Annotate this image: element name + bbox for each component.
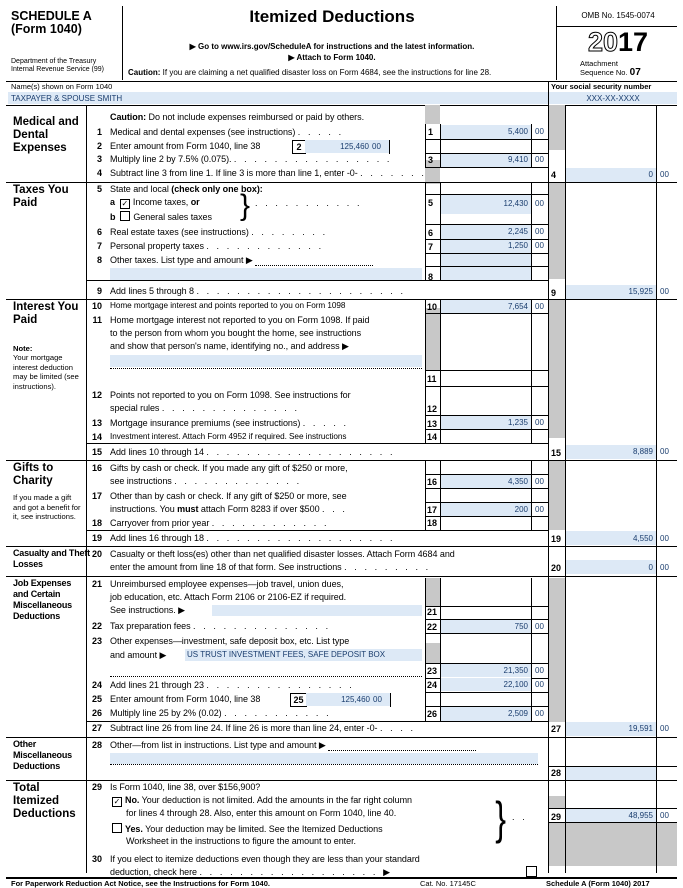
line-8-number: 8 [96, 255, 102, 265]
line-29-cents[interactable]: 00 [660, 811, 669, 820]
line-13-cents[interactable]: 00 [535, 418, 544, 427]
line-23-text-b: and amount ▶ [110, 650, 167, 660]
line-10-amount[interactable]: 7,654 [507, 302, 528, 311]
line-19-box: 19 [551, 534, 562, 544]
line-3-box: 3 [428, 155, 434, 165]
line-16-cents[interactable]: 00 [535, 477, 544, 486]
line-27-number: 27 [91, 723, 102, 733]
line-11-number: 11 [92, 315, 102, 325]
line-22-amount[interactable]: 750 [514, 622, 528, 631]
line-3-amount[interactable]: 9,410 [507, 155, 528, 164]
line-30-number: 30 [91, 854, 102, 864]
line-11-box: 11 [427, 374, 437, 384]
line-26-amount[interactable]: 2,509 [507, 709, 528, 718]
line-4-number: 4 [96, 168, 102, 178]
line-9-cents[interactable]: 00 [660, 287, 669, 296]
line-10-box: 10 [427, 302, 438, 312]
line-29-number: 29 [91, 782, 102, 792]
line-17-text-a: Other than by cash or check. If any gift of $250 or more, see [110, 491, 347, 501]
line-21-box: 21 [427, 607, 438, 617]
line-25-amount[interactable]: 125,460 [341, 695, 370, 704]
line-23-description[interactable]: US TRUST INVESTMENT FEES, SAFE DEPOSIT BOX [187, 650, 386, 659]
section-casualty: Casualty and Theft Losses [13, 548, 90, 569]
section-total: Total Itemized Deductions [13, 782, 76, 820]
line-16-text-a: Gifts by cash or check. If you made any gift of $250 or more, [110, 463, 348, 473]
line-17-number: 17 [91, 491, 102, 501]
line-20-number: 20 [91, 549, 102, 559]
form-title: Itemized Deductions [249, 7, 415, 26]
line-27-cents[interactable]: 00 [660, 724, 669, 733]
line-1-amount[interactable]: 5,400 [507, 127, 528, 136]
line-13-box: 13 [427, 419, 438, 429]
line-6-number: 6 [96, 227, 102, 237]
line-23-number: 23 [91, 636, 102, 646]
line-26-number: 26 [91, 708, 102, 718]
line-28-number: 28 [91, 740, 102, 750]
line-18-box: 18 [427, 518, 438, 528]
section-medical: Medical and Dental Expenses [13, 116, 79, 154]
line-22-box: 22 [427, 622, 438, 632]
line-29-box: 29 [551, 812, 562, 822]
line-9-amount[interactable]: 15,925 [628, 287, 653, 296]
line-4-box: 4 [551, 170, 557, 180]
attachment-label: Attachment [580, 59, 618, 68]
line-24-box: 24 [427, 680, 438, 690]
line-20-amount[interactable]: 0 [648, 563, 653, 572]
line-15-amount[interactable]: 8,889 [632, 447, 653, 456]
line-16-number: 16 [91, 463, 102, 473]
line-18-text: Carryover from prior year . . . . . . . . . . . . [110, 518, 330, 528]
line-29-amount[interactable]: 48,955 [628, 811, 653, 820]
line-20-box: 20 [551, 563, 562, 573]
line-17-box: 17 [427, 505, 438, 515]
section-job-expenses: Job Expenses and Certain Miscellaneous Deductions [13, 578, 72, 621]
section-taxes: Taxes You Paid [13, 184, 69, 209]
section-interest: Interest You Paid [13, 301, 79, 326]
line-14-box: 14 [427, 432, 438, 442]
line-29-text: Is Form 1040, line 38, over $156,900? [110, 782, 261, 792]
line-1-cents[interactable]: 00 [535, 127, 544, 136]
line-2-box: 2 [292, 140, 306, 154]
line-20-text-a: Casualty or theft loss(es) other than net qualified disaster losses. Attach Form 4684 and [110, 549, 455, 559]
line-21-number: 21 [91, 579, 102, 589]
line-10-text: Home mortgage interest and points reported to you on Form 1098 [110, 301, 346, 310]
line-4-amount[interactable]: 0 [648, 170, 653, 179]
line-14-number: 14 [91, 432, 102, 442]
line-17-text-b: instructions. You must attach Form 8283 if over $500 . . . [110, 504, 348, 514]
line-16-amount[interactable]: 4,350 [507, 477, 528, 486]
line-19-number: 19 [91, 533, 102, 543]
line-7-amount[interactable]: 1,250 [507, 241, 528, 250]
line-23-box: 23 [427, 666, 438, 676]
caution-header: Caution: If you are claiming a net qualified disaster loss on Form 4684, see the instructions for line 28. [128, 68, 492, 77]
line-27-amount[interactable]: 19,591 [628, 724, 653, 733]
line-11-text-a: Home mortgage interest not reported to you on Form 1098. If paid [110, 315, 370, 325]
line-1-number: 1 [96, 127, 102, 137]
line-30-text-a: If you elect to itemize deductions even though they are less than your standard [110, 854, 420, 864]
form-label: (Form 1040) [11, 22, 82, 36]
line-24-number: 24 [91, 680, 102, 690]
line-24-text: Add lines 21 through 23 . . . . . . . . . . . . . . . [110, 680, 355, 690]
standard-deduction-checkbox[interactable] [526, 866, 537, 877]
line-16-box: 16 [427, 477, 438, 487]
irs-label: Internal Revenue Service (99) [11, 66, 104, 73]
line-15-box: 15 [551, 448, 562, 458]
line-18-number: 18 [91, 518, 102, 528]
line-23-amount[interactable]: 21,350 [503, 666, 528, 675]
line-17-amount[interactable]: 200 [514, 505, 528, 514]
line-16-text-b: see instructions . . . . . . . . . . . . . [110, 476, 302, 486]
line-5-amount[interactable]: 12,430 [503, 199, 528, 208]
no-checkbox[interactable]: ✓ [113, 797, 121, 806]
line-19-text: Add lines 16 through 18 . . . . . . . . . . . . . . . . . . . [110, 533, 396, 543]
line-26-cents[interactable]: 00 [535, 709, 544, 718]
line-26-text: Multiply line 25 by 2% (0.02) . . . . . . . . . . . [110, 708, 332, 718]
line-3-number: 3 [96, 154, 102, 164]
line-9-number: 9 [96, 286, 102, 296]
line-20-text-b: enter the amount from line 18 of that form. See instructions . . . . . . . . . [110, 562, 431, 572]
line-5-cents[interactable]: 00 [535, 199, 544, 208]
line-6-text: Real estate taxes (see instructions) . . . . . . . . [110, 227, 328, 237]
line-5a-option[interactable]: a ✓ Income taxes, or [110, 197, 200, 208]
line-7-text: Personal property taxes . . . . . . . . . . . . [110, 241, 324, 251]
line-25-text: Enter amount from Form 1040, line 38 [110, 694, 261, 704]
line-8-text: Other taxes. List type and amount ▶ [110, 255, 373, 266]
gifts-note: If you made a gift and got a benefit for it, see instructions. [13, 493, 81, 522]
line-5-box: 5 [428, 198, 434, 208]
line-28-box: 28 [551, 768, 562, 778]
line-14-text: Investment interest. Attach Form 4952 if required. See instructions [110, 432, 347, 441]
line-28-text: Other—from list in instructions. List type and amount ▶ [110, 740, 476, 751]
line-10-cents[interactable]: 00 [535, 302, 544, 311]
line-27-text: Subtract line 26 from line 24. If line 26 is more than line 24, enter -0- . . . . [110, 723, 416, 733]
footer-cat-no: Cat. No. 17145C [420, 879, 476, 888]
line-23-cents[interactable]: 00 [535, 666, 544, 675]
line-29-no-option[interactable]: ✓ No. Your deduction is not limited. Add the amounts in the far right column [113, 795, 412, 806]
line-6-amount[interactable]: 2,245 [507, 227, 528, 236]
line-13-number: 13 [91, 418, 102, 428]
interest-note-label: Note: [13, 344, 33, 353]
section-other: Other Miscellaneous Deductions [13, 739, 72, 771]
line-5b-option[interactable]: b General sales taxes [110, 212, 212, 222]
line-11-text-c: and show that person's name, identifying no., and address ▶ [110, 341, 349, 351]
line-3-cents[interactable]: 00 [535, 155, 544, 164]
line-2-amount[interactable]: 125,460 [340, 142, 369, 151]
line-9-box: 9 [551, 288, 557, 298]
line-20-cents[interactable]: 00 [660, 563, 669, 572]
line-29-no-text-b: for lines 4 through 28. Also, enter this amount on Form 1040, line 40. [126, 808, 397, 818]
line-12-text-a: Points not reported to you on Form 1098. See instructions for [110, 390, 351, 400]
line-29-yes-option[interactable]: Yes. Your deduction may be limited. See the Itemized Deductions [112, 823, 383, 834]
line-27-box: 27 [551, 724, 562, 734]
line-30-text-b: deduction, check here . . . . . . . . . . . . . . . . . . ▶ [110, 867, 393, 877]
line-24-amount[interactable]: 22,100 [503, 680, 528, 689]
line-6-box: 6 [428, 228, 434, 238]
line-23-text-a: Other expenses—investment, safe deposit box, etc. List type [110, 636, 350, 646]
section-gifts: Gifts to Charity [13, 462, 54, 487]
interest-note: Your mortgage interest deduction may be limited (see instructions). [13, 353, 79, 391]
line-2-number: 2 [96, 141, 102, 151]
omb-number: OMB No. 1545-0074 [581, 11, 655, 20]
income-tax-checkbox[interactable]: ✓ [121, 199, 129, 208]
line-29-yes-text-b: Worksheet in the instructions to figure the amount to enter. [126, 836, 356, 846]
line-22-text: Tax preparation fees . . . . . . . . . . . . . . [110, 621, 331, 631]
line-1-text: Medical and dental expenses (see instructions) . . . . . [110, 127, 344, 137]
line-25-number: 25 [91, 694, 102, 704]
line-3-text: Multiply line 2 by 7.5% (0.075). . . . . . . . . . . . . . . . . [110, 154, 393, 164]
schedule-label: SCHEDULE A [11, 9, 92, 23]
line-21-text-c: See instructions. ▶ [110, 605, 186, 615]
ssn-value[interactable]: XXX-XX-XXXX [586, 94, 640, 103]
line-2-text: Enter amount from Form 1040, line 38 [110, 141, 261, 151]
line-25-box: 25 [290, 693, 307, 707]
footer-paperwork: For Paperwork Reduction Act Notice, see the Instructions for Form 1040. [11, 879, 270, 888]
line-6-cents[interactable]: 00 [535, 227, 544, 236]
line-4-text: Subtract line 3 from line 1. If line 3 is more than line 1, enter -0- . . . . . . . [110, 168, 427, 178]
sales-tax-checkbox[interactable] [120, 211, 130, 221]
sequence-label: Sequence No. 07 [580, 67, 641, 78]
line-13-text: Mortgage insurance premiums (see instructions) . . . . . [110, 418, 349, 428]
line-11-text-b: to the person from whom you bought the home, see instructions [110, 328, 362, 338]
line-24-cents[interactable]: 00 [535, 680, 544, 689]
line-19-amount[interactable]: 4,550 [632, 534, 653, 543]
attach-instruction: ▶ Attach to Form 1040. [288, 53, 376, 62]
goto-instruction: ▶ Go to www.irs.gov/ScheduleA for instructions and the latest information. [189, 42, 475, 51]
line-2-cents[interactable]: 00 [372, 142, 381, 151]
line-5-text: State and local (check only one box): [110, 184, 263, 194]
line-4-cents[interactable]: 00 [660, 170, 669, 179]
line-8-box: 8 [428, 272, 434, 282]
line-10-number: 10 [91, 301, 102, 311]
line-12-number: 12 [91, 390, 102, 400]
line-25-cents[interactable]: 00 [373, 695, 382, 704]
line-22-number: 22 [91, 621, 102, 631]
line-15-text: Add lines 10 through 14 . . . . . . . . . . . . . . . . . . . [110, 447, 396, 457]
line-19-cents[interactable]: 00 [660, 534, 669, 543]
medical-caution: Caution: Do not include expenses reimbursed or paid by others. [110, 112, 365, 122]
line-9-text: Add lines 5 through 8 . . . . . . . . . . . . . . . . . . . . . [110, 286, 406, 296]
line-1-box: 1 [428, 127, 434, 137]
line-12-text-b: special rules . . . . . . . . . . . . . . [110, 403, 300, 413]
line-17-cents[interactable]: 00 [535, 505, 544, 514]
footer-form: Schedule A (Form 1040) 2017 [546, 879, 650, 888]
line-13-amount[interactable]: 1,235 [507, 418, 528, 427]
line-21-text-a: Unreimbursed employee expenses—job travel, union dues, [110, 579, 344, 589]
brace-icon: } [240, 189, 251, 222]
line-22-cents[interactable]: 00 [535, 622, 544, 631]
department-label: Department of the Treasury [11, 58, 97, 65]
line-15-number: 15 [91, 447, 102, 457]
line-5-number: 5 [96, 184, 102, 194]
line-21-text-b: job education, etc. Attach Form 2106 or 2106-EZ if required. [110, 592, 347, 602]
name-label: Name(s) shown on Form 1040 [11, 82, 113, 91]
line-7-box: 7 [428, 242, 434, 252]
taxpayer-name[interactable]: TAXPAYER & SPOUSE SMITH [11, 94, 123, 103]
line-26-box: 26 [427, 709, 438, 719]
line-7-number: 7 [96, 241, 102, 251]
yes-checkbox[interactable] [112, 823, 122, 833]
line-7-cents[interactable]: 00 [535, 241, 544, 250]
line-12-box: 12 [427, 404, 438, 414]
tax-year: 2017 [587, 27, 649, 57]
line-15-cents[interactable]: 00 [660, 447, 669, 456]
brace-icon: } [495, 792, 507, 844]
ssn-label: Your social security number [551, 82, 652, 91]
